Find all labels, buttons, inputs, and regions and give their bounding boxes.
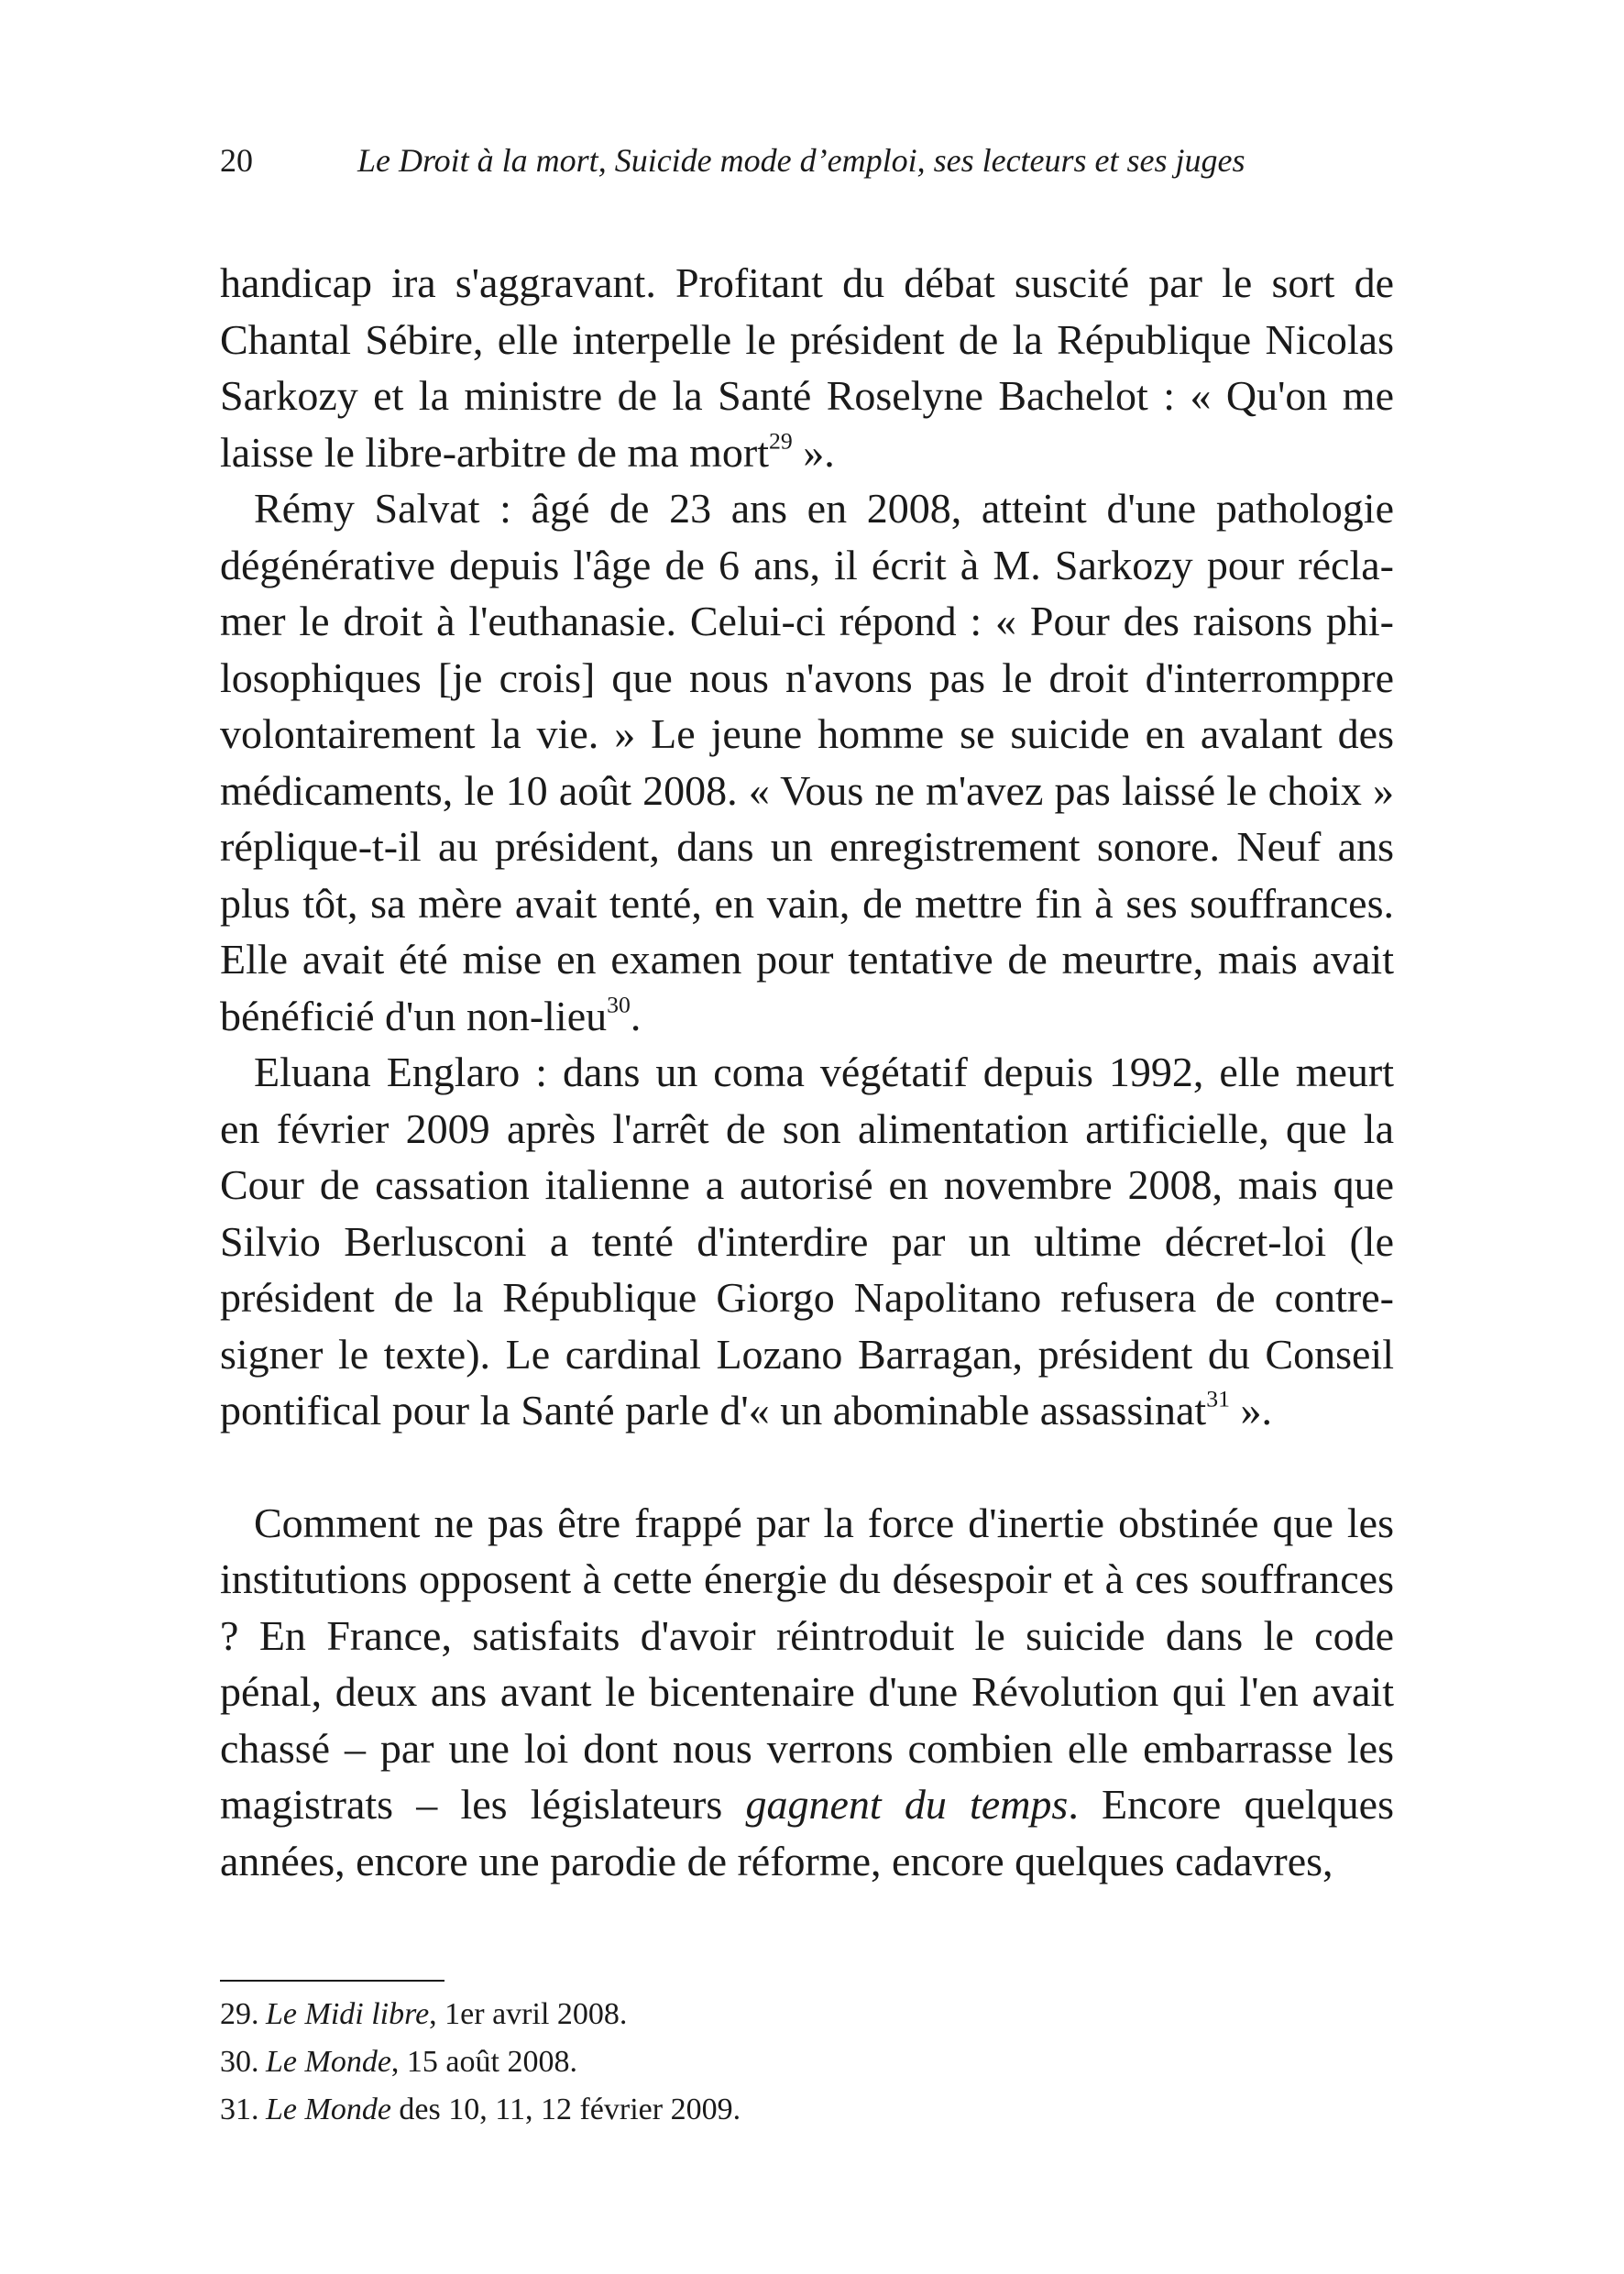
footnote-ref-29[interactable]: 29 — [769, 427, 793, 455]
footnote-rule — [220, 1980, 444, 1982]
paragraph-4 — [220, 1495, 1394, 1890]
paragraph-3 — [220, 1044, 1394, 1439]
footnote-29 — [220, 1991, 1394, 2038]
paragraph-1 — [220, 255, 1394, 480]
footnote-detail: , 15 août 2008. — [390, 2045, 577, 2079]
footnote-number: 31. — [220, 2093, 259, 2126]
paragraph-2-text: Rémy Salvat : âgé de 23 ans en 2008, atteint d'une pathologie dégénérative depuis l'âge de 6 ans, il écrit à M. Sarkozy pour réclamer le droit à l'euthanasie. Celui-ci répond : « Pour des raisons philosophiques [je crois] que nous n'avons pas le droit d'interromppre volontairement la vie. » Le jeune homme se suicide en avalant des médicaments, le 10 août 2008. « Vous ne m'avez pas laissé le choix » réplique-t-il au président, dans un enregistrement sonore. Neuf ans plus tôt, sa mère avait tenté, en vain, de mettre fin à ses souffrances. Elle avait été mise en examen pour tentative de meurtre, mais avait bénéficié d'un non-lieu — [220, 485, 1394, 1039]
footnote-source: Le Monde — [266, 2045, 391, 2079]
footnote-source: Le Midi libre — [266, 1997, 430, 2031]
paragraph-2-end: . — [630, 992, 642, 1039]
body-text — [220, 255, 1394, 1889]
footnotes — [220, 1980, 1394, 2134]
footnote-ref-31[interactable]: 31 — [1206, 1385, 1230, 1412]
footnote-31 — [220, 2086, 1394, 2134]
footnote-detail: des 10, 11, 12 février 2009. — [390, 2093, 741, 2126]
paragraph-4-end: . Encore quelques années, encore une parodie de réforme, encore quelques cadavres, — [220, 1781, 1394, 1884]
footnote-detail: , 1er avril 2008. — [429, 1997, 628, 2031]
book-page — [220, 0, 1394, 2274]
page-number: 20 — [220, 142, 253, 179]
running-head — [220, 137, 1394, 183]
paragraph-1-text: handicap ira s'aggravant. Profitant du débat suscité par le sort de Chantal Sébire, elle interpelle le président de la République Nicolas Sarkozy et la ministre de la Santé Roselyne Bachelot : « Qu'on me laisse le libre-arbitre de ma mort — [220, 259, 1394, 476]
footnote-30 — [220, 2038, 1394, 2086]
paragraph-4-text: Comment ne pas être frappé par la force d'inertie obstinée que les institutions opposent à cette énergie du désespoir et à ces souffrances ? En France, satisfaits d'avoir réintroduit le suicide dans le code pénal, deux ans avant le bicentenaire d'une Révolution qui l'en avait chassé – par une loi dont nous verrons combien elle embarrasse les magistrats – les législateurs — [220, 1499, 1394, 1828]
paragraph-2 — [220, 480, 1394, 1044]
running-title: Le Droit à la mort, Suicide mode d’emploi, ses lecteurs et ses juges — [357, 142, 1245, 179]
footnote-number: 29. — [220, 1997, 259, 2031]
footnote-ref-30[interactable]: 30 — [607, 991, 631, 1018]
paragraph-3-text: Eluana Englaro : dans un coma végétatif depuis 1992, elle meurt en février 2009 après l'arrêt de son alimentation artificielle, que la Cour de cassation italienne a autorisé en novembre 2008, mais que Silvio Berlusconi a tenté d'interdire par un ultime décret-loi (le président de la République Giorgo Napolitano refusera de contresigner le texte). Le cardinal Lozano Barragan, président du Conseil pontifical pour la Santé parle d'« un abominable assassinat — [220, 1049, 1394, 1434]
paragraph-3-end: ». — [1229, 1387, 1272, 1434]
footnote-source: Le Monde — [266, 2093, 391, 2126]
paragraph-1-end: ». — [792, 428, 835, 476]
footnote-number: 30. — [220, 2045, 259, 2079]
paragraph-4-emphasis: gagnent du temps — [745, 1781, 1069, 1828]
